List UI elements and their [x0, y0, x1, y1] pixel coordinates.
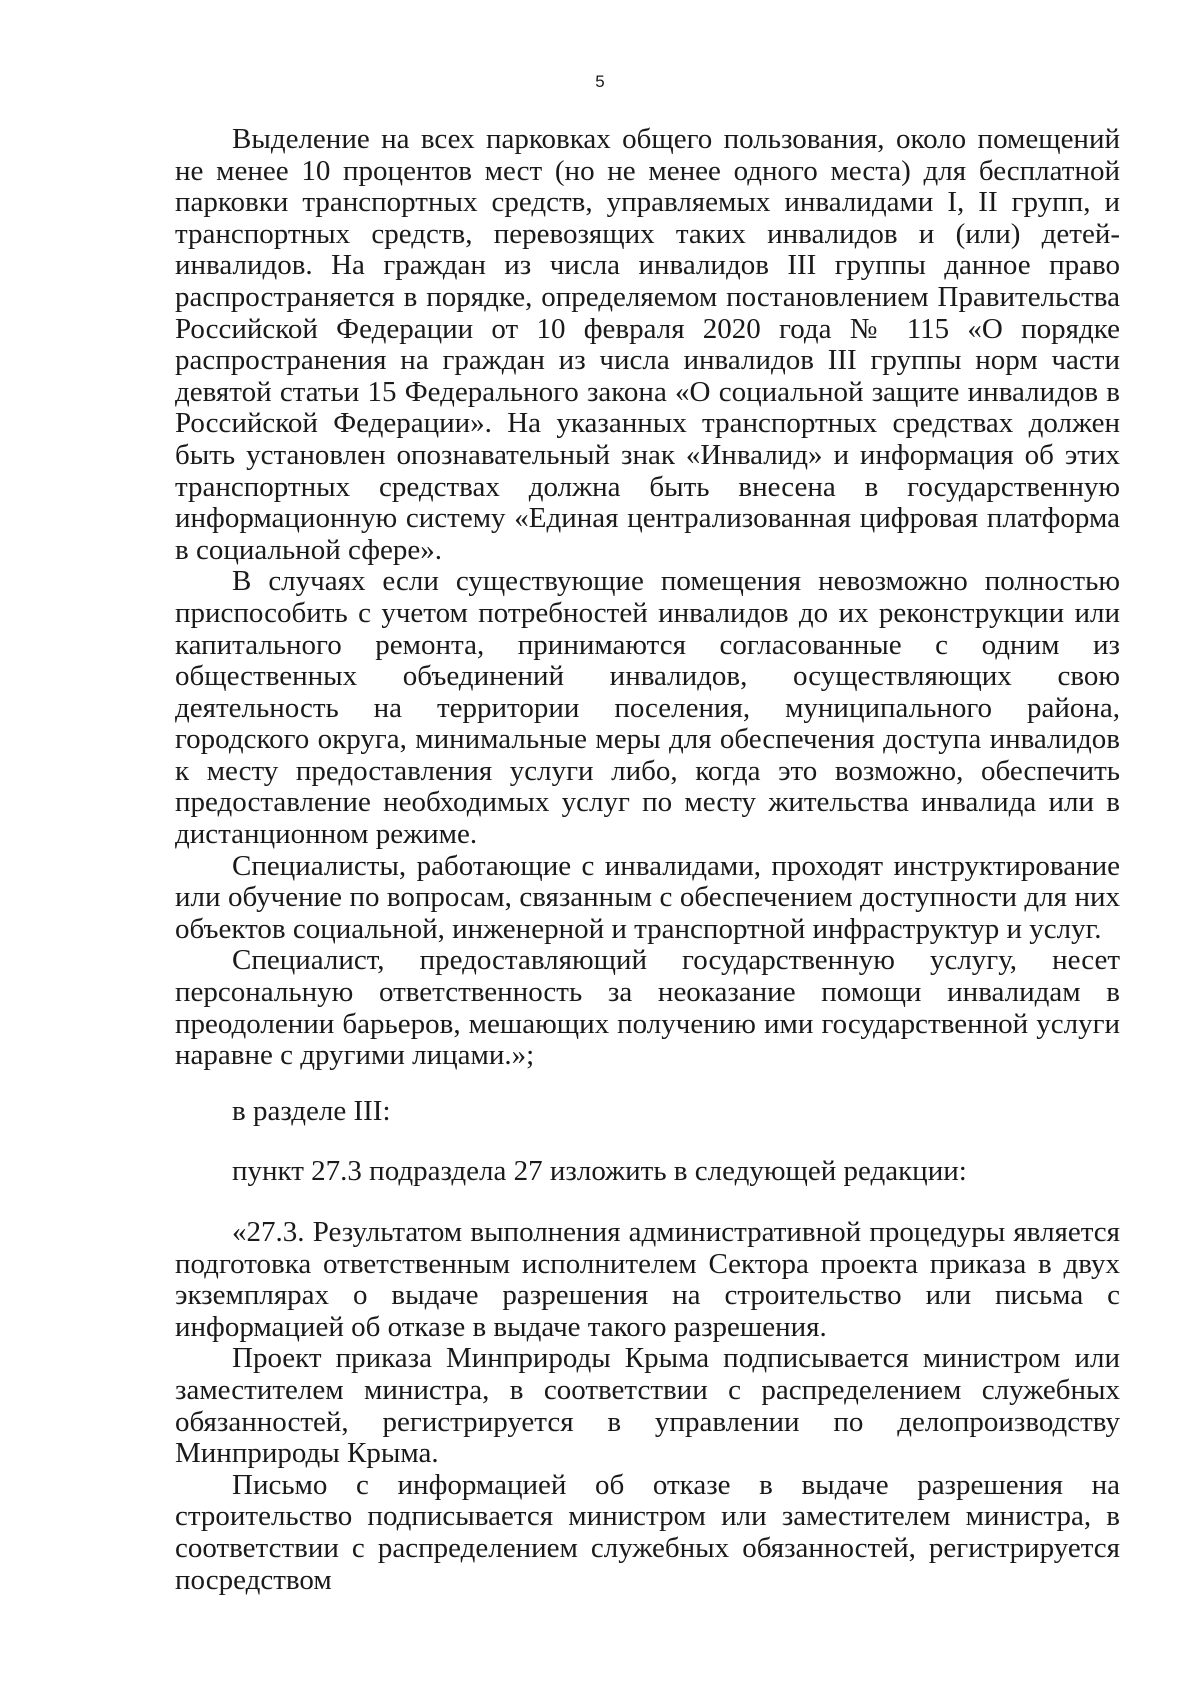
paragraph-parking: Выделение на всех парковках общего пользования, около помещений не менее 10 процентов мест (но не менее одного места) для бесплатной парковки транспортных средств, управляемых инвалидами I, II групп, и транспортных средств, перевозящих таких инвалидов и (или) детей-инвалидов. На граждан из числа инвалидов III группы данное право распространяется в порядке, определяемом постановлением Правительства Российской Федерации от 10 февраля 2020 года № 115 «О порядке распространения на граждан из числа инвалидов III группы норм части девятой статьи 15 Федерального закона «О социальной защите инвалидов в Российской Федерации». На указанных транспортных средствах должен быть установлен опознавательный знак «Инвалид» и информация об этих транспортных средствах должна быть внесена в государственную информационную систему «Единая централизованная цифровая платформа в социальной сфере».	[175, 123, 1120, 566]
paragraph-specialists-training: Специалисты, работающие с инвалидами, проходят инструктирование или обучение по вопросам, связанным с обеспечением доступности для них объектов социальной, инженерной и транспортной инфраструктур и услуг.	[175, 849, 1120, 945]
paragraph-refusal-letter: Письмо с информацией об отказе в выдаче разрешения на строительство подписывается министром или заместителем министра, в соответствии с распределением служебных обязанностей, регистрируется посредством	[175, 1468, 1120, 1596]
paragraph-item-27-3-instruction: пункт 27.3 подраздела 27 изложить в следующей редакции:	[232, 1155, 967, 1188]
paragraph-item-27-3: «27.3. Результатом выполнения административной процедуры является подготовка ответственным исполнителем Сектора проекта приказа в двух экземплярах о выдаче разрешения на строительство или письма с информацией об отказе в выдаче такого разрешения.	[175, 1216, 1120, 1343]
paragraph-specialist-responsibility: Специалист, предоставляющий государственную услугу, несет персональную ответственность за неоказание помощи инвалидам в преодолении барьеров, мешающих получению ими государственной услуги наравне с другими лицами.»;	[175, 944, 1120, 1072]
document-body	[175, 124, 1120, 1596]
paragraph-premises-adaptation: В случаях если существующие помещения невозможно полностью приспособить с учетом потребностей инвалидов до их реконструкции или капитального ремонта, принимаются согласованные с одним из общественных объединений инвалидов, осуществляющих свою деятельность на территории поселения, муниципального района, городского округа, минимальные меры для обеспечения доступа инвалидов к месту предоставления услуги либо, когда это возможно, обеспечить предоставление необходимых услуг по месту жительства инвалида или в дистанционном режиме.	[175, 565, 1120, 851]
paragraph-section-iii: в разделе III:	[232, 1094, 391, 1127]
paragraph-order-draft: Проект приказа Минприроды Крыма подписывается министром или заместителем министра, в соответствии с распределением служебных обязанностей, регистрируется в управлении по делопроизводству Минприроды Крыма.	[175, 1342, 1120, 1470]
page-number: 5	[595, 72, 605, 91]
